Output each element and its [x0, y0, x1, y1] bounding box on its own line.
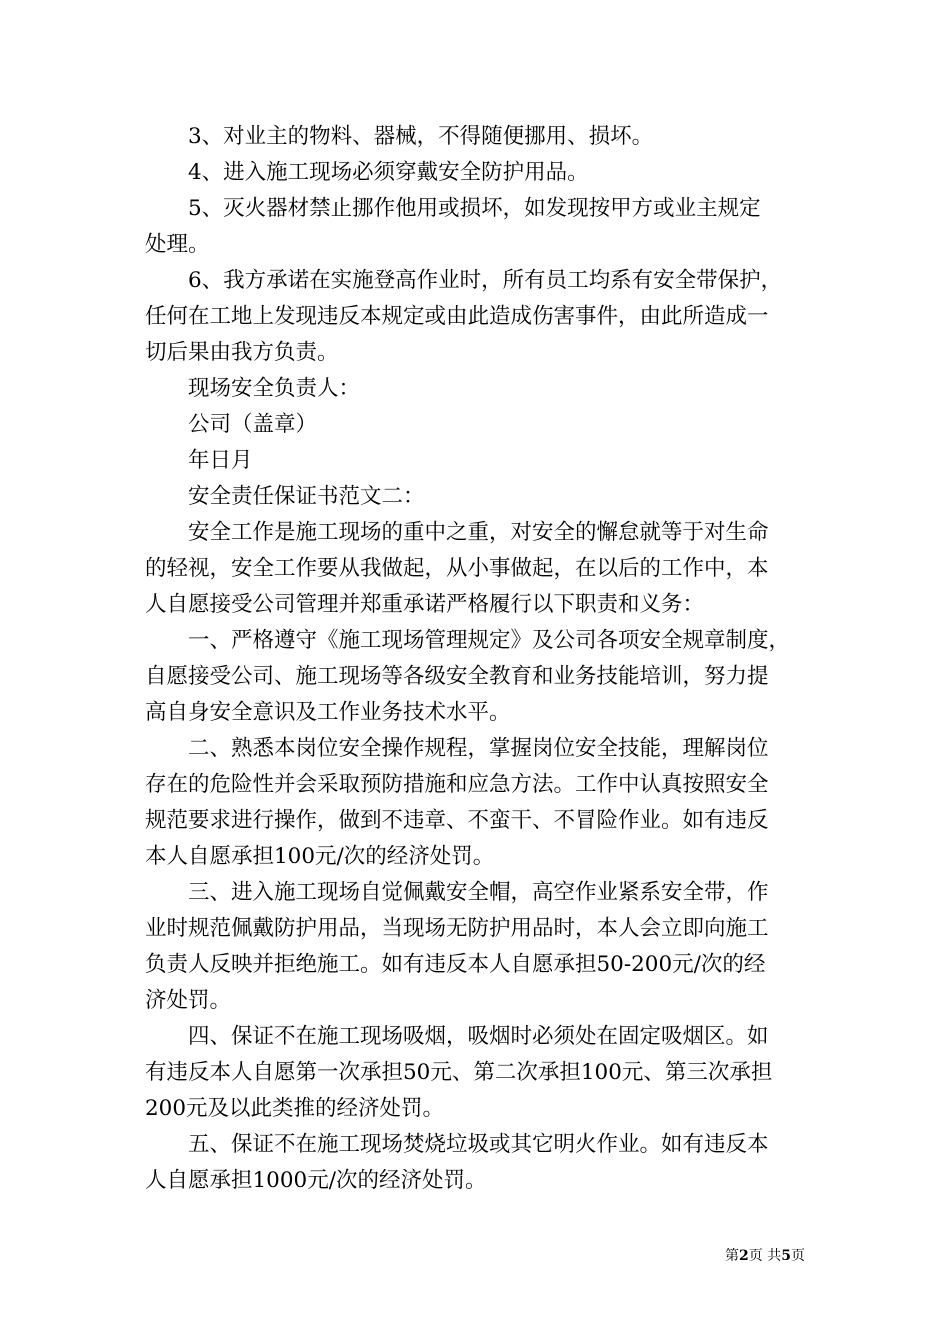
- paragraph-line: 有违反本人自愿第一次承担50元、第二次承担100元、第三次承担: [145, 1060, 773, 1085]
- paragraph-line: 一、严格遵守《施工现场管理规定》及公司各项安全规章制度，: [188, 628, 791, 653]
- paragraph-line: 4、进入施工现场必须穿戴安全防护用品。: [188, 160, 589, 185]
- footer-suffix: 页: [791, 1248, 805, 1264]
- paragraph: [145, 119, 815, 155]
- footer-middle: 页 共: [748, 1248, 782, 1264]
- paragraph-line: 现场安全负责人：: [188, 376, 361, 401]
- paragraph: [145, 479, 815, 515]
- paragraph: [145, 371, 815, 407]
- paragraph-line: 五、保证不在施工现场焚烧垃圾或其它明火作业。如有违反本: [188, 1132, 769, 1157]
- paragraph-line: 的轻视，安全工作要从我做起，从小事做起，在以后的工作中，本: [145, 556, 769, 581]
- footer-prefix: 第: [725, 1248, 740, 1264]
- paragraph-line: 200元及以此类推的经济处罚。: [145, 1096, 445, 1121]
- paragraph-line: 5、灭火器材禁止挪作他用或损坏，如发现按甲方或业主规定: [188, 196, 761, 221]
- paragraph: [145, 515, 815, 623]
- paragraph-line: 安全责任保证书范文二：: [188, 484, 425, 509]
- paragraph-line: 人自愿承担1000元/次的经济处罚。: [145, 1168, 487, 1193]
- paragraph-line: 二、熟悉本岗位安全操作规程，掌握岗位安全技能，理解岗位: [188, 736, 769, 761]
- paragraph-line: 年日月: [188, 448, 253, 473]
- paragraph-line: 存在的危险性并会采取预防措施和应急方法。工作中认真按照安全: [145, 772, 769, 797]
- paragraph-line: 自愿接受公司、施工现场等各级安全教育和业务技能培训，努力提: [145, 664, 769, 689]
- paragraph: [145, 443, 815, 479]
- page-footer: [725, 1247, 805, 1265]
- paragraph: [145, 731, 815, 875]
- paragraph-line: 处理。: [145, 232, 210, 257]
- footer-total-pages: 5: [781, 1248, 791, 1264]
- paragraph-line: 任何在工地上发现违反本规定或由此造成伤害事件，由此所造成一: [145, 304, 769, 329]
- paragraph-line: 济处罚。: [145, 988, 232, 1013]
- paragraph-line: 负责人反映并拒绝施工。如有违反本人自愿承担50-200元/次的经: [145, 952, 766, 977]
- paragraph-line: 四、保证不在施工现场吸烟，吸烟时必须处在固定吸烟区。如: [188, 1024, 769, 1049]
- paragraph: [145, 623, 815, 731]
- paragraph-line: 本人自愿承担100元/次的经济处罚。: [145, 844, 495, 869]
- paragraph-line: 三、进入施工现场自觉佩戴安全帽，高空作业紧系安全带，作: [188, 880, 769, 905]
- paragraph: [145, 191, 815, 263]
- paragraph-line: 安全工作是施工现场的重中之重，对安全的懈怠就等于对生命: [188, 520, 769, 545]
- document-body: [145, 119, 815, 1199]
- paragraph-line: 公司（盖章）: [188, 412, 318, 437]
- paragraph: [145, 155, 815, 191]
- paragraph: [145, 1127, 815, 1199]
- paragraph-line: 6、我方承诺在实施登高作业时，所有员工均系有安全带保护，: [188, 268, 783, 293]
- paragraph-line: 高自身安全意识及工作业务技术水平。: [145, 700, 511, 725]
- paragraph: [145, 263, 815, 371]
- footer-current-page: 2: [739, 1248, 749, 1264]
- paragraph-line: 规范要求进行操作，做到不违章、不蛮干、不冒险作业。如有违反: [145, 808, 769, 833]
- paragraph: [145, 875, 815, 1019]
- paragraph-line: 3、对业主的物料、器械，不得随便挪用、损坏。: [188, 124, 654, 149]
- paragraph: [145, 407, 815, 443]
- paragraph-line: 人自愿接受公司管理并郑重承诺严格履行以下职责和义务：: [145, 592, 705, 617]
- paragraph-line: 业时规范佩戴防护用品，当现场无防护用品时，本人会立即向施工: [145, 916, 769, 941]
- paragraph-line: 切后果由我方负责。: [145, 340, 339, 365]
- paragraph: [145, 1019, 815, 1127]
